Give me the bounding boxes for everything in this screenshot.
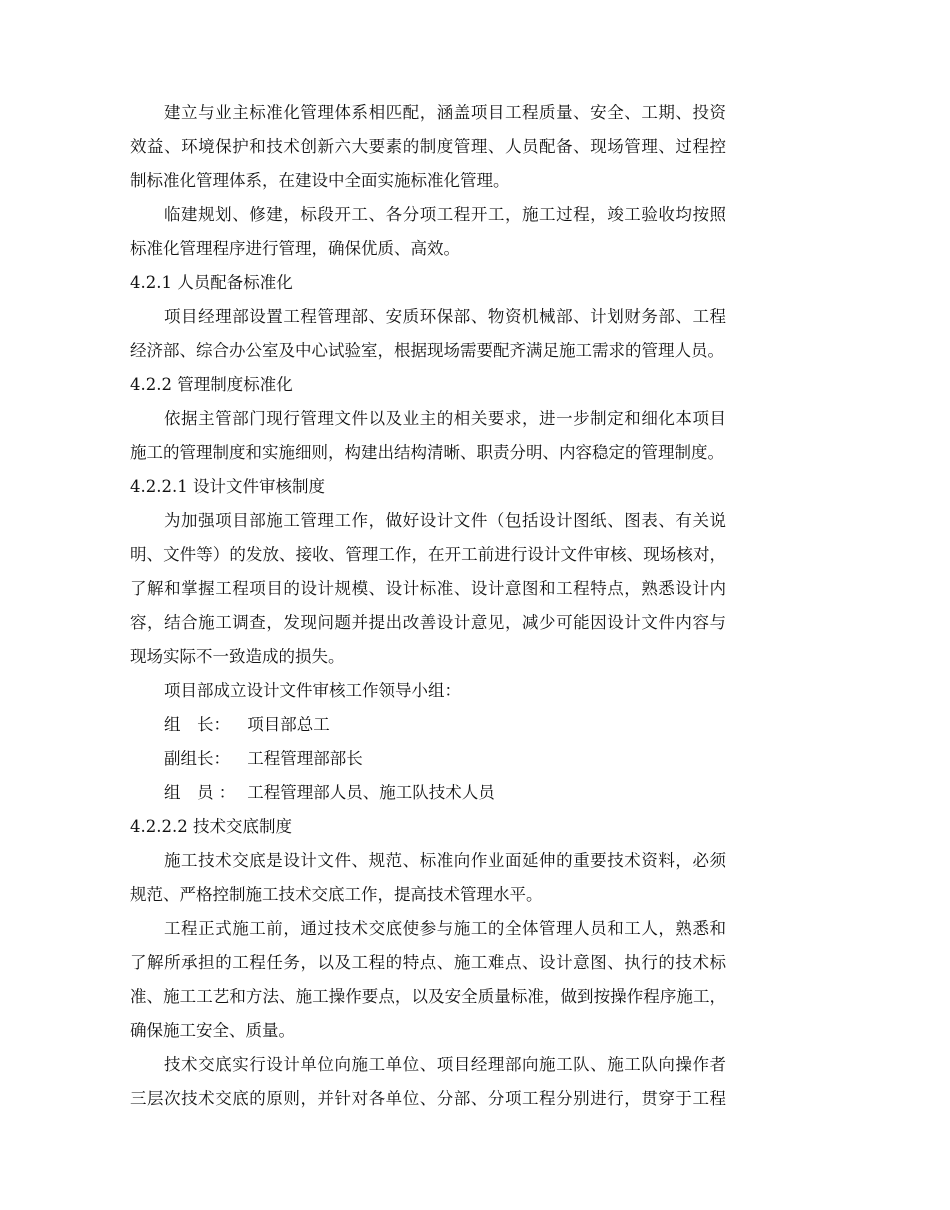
member-row-leader — [130, 708, 726, 742]
paragraph-management-rules — [130, 402, 726, 470]
text-line: 容，结合施工调查，发现问题并提出改善设计意见，减少可能因设计文件内容与 — [130, 613, 726, 632]
text-line: 了解和掌握工程项目的设计规模、设计标准、设计意图和工程特点，熟悉设计内 — [130, 579, 726, 598]
paragraph-staffing — [130, 300, 726, 368]
member-role: 副组长： — [164, 749, 230, 768]
review-group-members — [130, 708, 726, 810]
paragraph-review-group-intro: 项目部成立设计文件审核工作领导小组： — [164, 681, 461, 700]
text-line: 准、施工工艺和方法、施工操作要点，以及安全质量标准，做到按操作程序施工， — [130, 987, 726, 1006]
paragraph-temporary-works — [130, 198, 726, 266]
section-heading-4-2-2: 4.2.2 管理制度标准化 — [130, 375, 293, 394]
text-line: 建立与业主标准化管理体系相匹配，涵盖项目工程质量、安全、工期、投资 — [164, 103, 726, 122]
paragraph-standardization-system — [130, 96, 726, 198]
text-line: 制标准化管理体系，在建设中全面实施标准化管理。 — [130, 171, 510, 190]
member-row-members — [130, 776, 726, 810]
section-heading-4-2-1: 4.2.1 人员配备标准化 — [130, 273, 293, 292]
paragraph-design-review — [130, 504, 726, 674]
text-line: 工程正式施工前，通过技术交底使参与施工的全体管理人员和工人，熟悉和 — [164, 919, 726, 938]
text-line: 施工技术交底是设计文件、规范、标准向作业面延伸的重要技术资料，必须 — [164, 851, 726, 870]
text-line: 临建规划、修建，标段开工、各分项工程开工，施工过程，竣工验收均按照 — [164, 205, 726, 224]
member-role: 组 员 ： — [164, 783, 236, 802]
text-line: 效益、环境保护和技术创新六大要素的制度管理、人员配备、现场管理、过程控 — [130, 137, 726, 156]
paragraph-technical-briefing — [130, 844, 726, 912]
text-line: 了解所承担的工程任务，以及工程的特点、施工难点、设计意图、执行的技术标 — [130, 953, 726, 972]
member-name: 工程管理部人员、施工队技术人员 — [247, 783, 495, 802]
member-row-deputy — [130, 742, 726, 776]
text-line: 三层次技术交底的原则，并针对各单位、分部、分项工程分别进行，贯穿于工程 — [130, 1089, 726, 1108]
text-line: 依据主管部门现行管理文件以及业主的相关要求，进一步制定和细化本项目 — [164, 409, 726, 428]
text-line: 标准化管理程序进行管理，确保优质、高效。 — [130, 239, 460, 258]
text-line: 经济部、综合办公室及中心试验室，根据现场需要配齐满足施工需求的管理人员。 — [130, 341, 724, 360]
paragraph-briefing-before-construction — [130, 912, 726, 1048]
text-line: 规范、严格控制施工技术交底工作，提高技术管理水平。 — [130, 885, 543, 904]
section-heading-4-2-2-1: 4.2.2.1 设计文件审核制度 — [130, 477, 325, 496]
text-line: 为加强项目部施工管理工作，做好设计文件（包括设计图纸、图表、有关说 — [164, 511, 726, 530]
text-line: 现场实际不一致造成的损失。 — [130, 647, 345, 666]
text-line: 确保施工安全、质量。 — [130, 1021, 295, 1040]
member-role: 组 长： — [164, 715, 230, 734]
document-body — [130, 96, 726, 1116]
paragraph-three-level-briefing — [130, 1048, 726, 1116]
member-name: 工程管理部部长 — [247, 749, 363, 768]
member-name: 项目部总工 — [247, 715, 330, 734]
text-line: 项目经理部设置工程管理部、安质环保部、物资机械部、计划财务部、工程 — [164, 307, 726, 326]
text-line: 施工的管理制度和实施细则，构建出结构清晰、职责分明、内容稳定的管理制度。 — [130, 443, 724, 462]
section-heading-4-2-2-2: 4.2.2.2 技术交底制度 — [130, 817, 292, 836]
text-line: 技术交底实行设计单位向施工单位、项目经理部向施工队、施工队向操作者 — [164, 1055, 726, 1074]
text-line: 明、文件等）的发放、接收、管理工作，在开工前进行设计文件审核、现场核对， — [130, 545, 726, 564]
